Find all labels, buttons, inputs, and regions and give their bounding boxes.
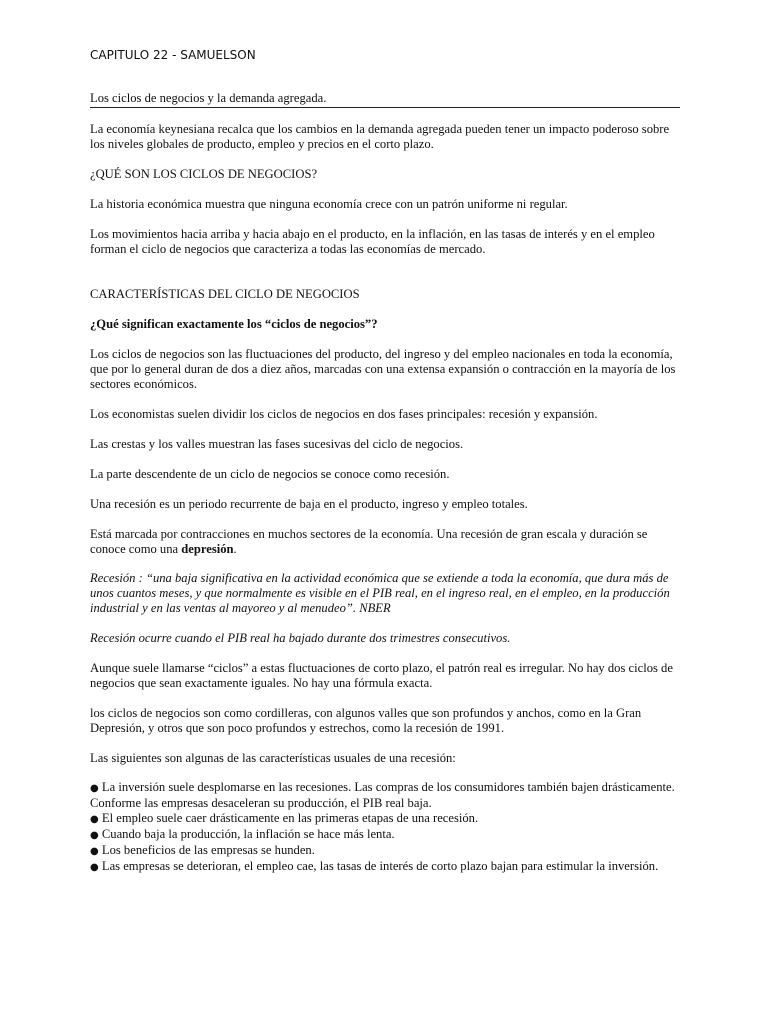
recession-characteristics-list xyxy=(90,780,680,875)
paragraph-caracteristicas-intro: Las siguientes son algunas de las características usuales de una recesión: xyxy=(90,751,456,765)
paragraph-cordilleras: los ciclos de negocios son como cordilleras, con algunos valles que son profundos y anchos, como en la Gran Depresión, y otros que son poco profundos y estrechos, como la recesión de 1991. xyxy=(90,706,642,735)
list-item xyxy=(90,859,680,875)
section-heading-caracteristicas: CARACTERÍSTICAS DEL CICLO DE NEGOCIOS xyxy=(90,287,360,301)
section-heading-que-son: ¿QUÉ SON LOS CICLOS DE NEGOCIOS? xyxy=(90,167,318,181)
pib-quote: Recesión ocurre cuando el PIB real ha bajado durante dos trimestres consecutivos. xyxy=(90,631,511,645)
paragraph-movimientos: Los movimientos hacia arriba y hacia abajo en el producto, en la inflación, en las tasas de interés y en el empleo forman el ciclo de negocios que caracteriza a todas las economías de mercado. xyxy=(90,227,655,256)
list-item-text: El empleo suele caer drásticamente en las primeras etapas de una recesión. xyxy=(101,811,479,825)
list-item xyxy=(90,843,680,859)
paragraph-fases: Los economistas suelen dividir los ciclos de negocios en dos fases principales: recesión y expansión. xyxy=(90,407,598,421)
list-item-text: Cuando baja la producción, la inflación se hace más lenta. xyxy=(101,827,395,841)
paragraph-depresion-text: Está marcada por contracciones en muchos sectores de la economía. Una recesión de gran escala y duración se conoce como una xyxy=(90,527,648,556)
list-item-text: Los beneficios de las empresas se hunden. xyxy=(101,843,315,857)
document-title: Los ciclos de negocios y la demanda agregada. xyxy=(90,91,680,108)
list-item xyxy=(90,780,680,811)
paragraph-crestas: Las crestas y los valles muestran las fases sucesivas del ciclo de negocios. xyxy=(90,437,464,451)
bullet-icon: ● xyxy=(90,783,99,794)
bullet-icon: ● xyxy=(90,862,99,873)
chapter-header: CAPITULO 22 - SAMUELSON xyxy=(90,48,256,62)
intro-paragraph: La economía keynesiana recalca que los cambios en la demanda agregada pueden tener un impacto poderoso sobre los niveles globales de producto, empleo y precios en el corto plazo. xyxy=(90,122,670,151)
paragraph-depresion xyxy=(90,527,680,557)
list-item-text: Las empresas se deterioran, el empleo cae, las tasas de interés de corto plazo bajan para estimular la inversión. xyxy=(101,859,659,873)
question-heading: ¿Qué significan exactamente los “ciclos de negocios”? xyxy=(90,317,378,331)
paragraph-descendente: La parte descendente de un ciclo de negocios se conoce como recesión. xyxy=(90,467,450,481)
bullet-icon: ● xyxy=(90,814,99,825)
list-item xyxy=(90,827,680,843)
bullet-icon: ● xyxy=(90,846,99,857)
depresion-term: depresión xyxy=(181,542,234,556)
paragraph-definicion: Los ciclos de negocios son las fluctuaciones del producto, del ingreso y del empleo nacionales en toda la economía, que por lo general duran de dos a diez años, marcadas con una extensa expansión o contracción en la mayoría de los sectores económicos. xyxy=(90,347,676,391)
paragraph-historia: La historia económica muestra que ninguna economía crece con un patrón uniforme ni regular. xyxy=(90,197,568,211)
document-body xyxy=(90,91,680,875)
nber-quote: Recesión : “una baja significativa en la actividad económica que se extiende a toda la economía, que dura más de unos cuantos meses, y que normalmente es visible en el PIB real, en el ingreso real, en el empleo, en la producción industrial y en las ventas al mayoreo y al menudeo”. NBER xyxy=(90,571,670,615)
bullet-icon: ● xyxy=(90,830,99,841)
list-item-text: La inversión suele desplomarse en las recesiones. Las compras de los consumidores también bajen drásticamente. Conforme las empresas desaceleran su producción, el PIB real baja. xyxy=(90,780,675,810)
list-item xyxy=(90,811,680,827)
paragraph-recesion: Una recesión es un periodo recurrente de baja en el producto, ingreso y empleo totales. xyxy=(90,497,528,511)
paragraph-depresion-end: . xyxy=(233,542,237,556)
paragraph-irregular: Aunque suele llamarse “ciclos” a estas fluctuaciones de corto plazo, el patrón real es irregular. No hay dos ciclos de negocios que sean exactamente iguales. No hay una fórmula exacta. xyxy=(90,661,673,690)
